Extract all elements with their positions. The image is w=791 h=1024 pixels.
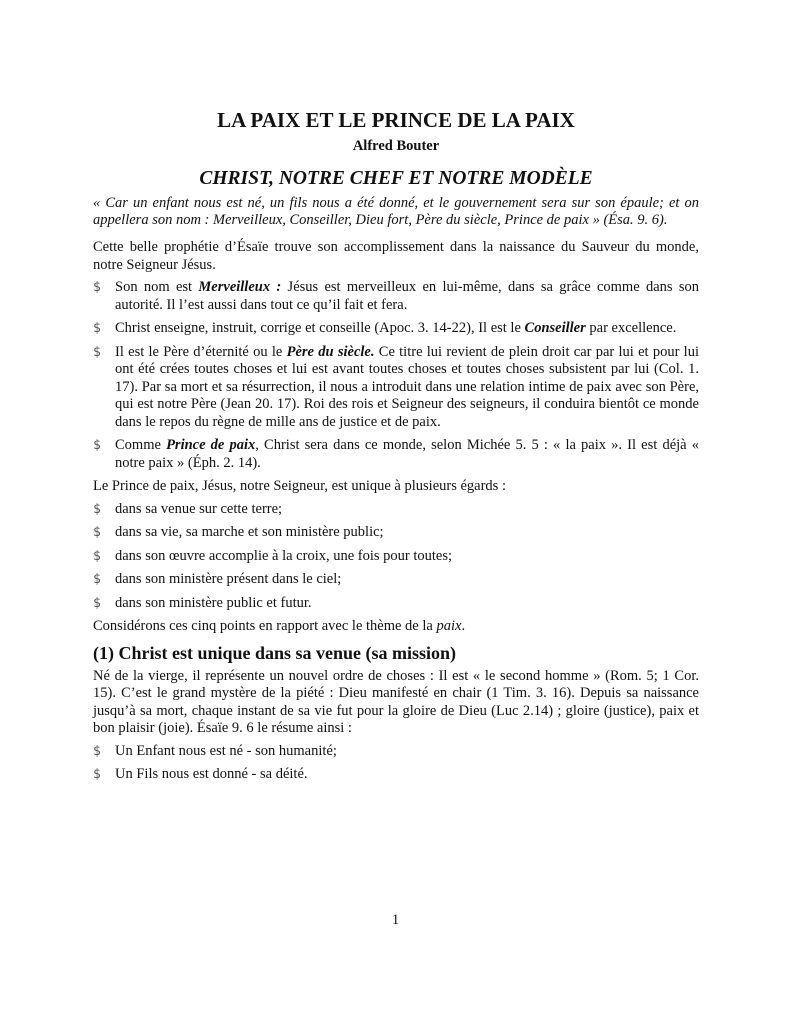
section-paragraph: Né de la vierge, il représente un nouvel ordre de choses : Il est « le second homme » (Rom. 5; 1 Cor. 15). C’est le grand mystère de la piété : Dieu manifesté en chair (1 Tim. 3. 16). Depuis sa naissance jusqu’à sa mort, chaque instant de sa vie fut pour la gloire de Dieu (Luc 2.14) ; gloire (justice), paix et bon plaisir (joie). Ésaïe 9. 6 le résume ainsi :: [93, 667, 699, 736]
document-content: [93, 107, 699, 790]
emphasis-text: paix: [436, 618, 462, 634]
bullet-marker: $: [93, 595, 101, 611]
bullet-marker: $: [93, 280, 101, 295]
bullet-marker: $: [93, 321, 101, 336]
section-subtitle: CHRIST, NOTRE CHEF ET NOTRE MODÈLE: [199, 168, 593, 189]
list-item: $ Son nom est Merveilleux : Jésus est merveilleux en lui-même, dans sa grâce comme dans son autorité. Il l’est aussi dans tout ce qu’il fait et fera.: [93, 279, 699, 313]
bullet-marker: $: [93, 548, 101, 564]
list-item: $ Un Fils nous est donné - sa déité.: [93, 766, 308, 782]
bullet-marker: $: [93, 501, 101, 517]
emphasis-text: Merveilleux :: [198, 279, 282, 295]
list-item: $ Il est le Père d’éternité ou le Père du siècle. Ce titre lui revient de plein droit car par lui et pour lui ont été crées toutes choses et lui est avant toutes choses et toutes choses subsistent par lui (Col. 1. 17). Par sa mort et sa résurrection, il nous a introduit dans une relation intime de paix avec son Père, qui est notre Père (Jean 20. 17). Roi des rois et Seigneur des seigneurs, il conduira bientôt ce monde dans le repos du règne de mille ans de justice et de paix.: [93, 343, 699, 430]
list-item: $ dans sa vie, sa marche et son ministère public;: [93, 524, 384, 540]
bullet-marker: $: [93, 743, 101, 759]
list-item: $ dans son œuvre accomplie à la croix, une fois pour toutes;: [93, 547, 453, 564]
scripture-quote: « Car un enfant nous est né, un fils nous a été donné, et le gouvernement sera sur son épaule; et on appellera son nom : Merveilleux, Conseiller, Dieu fort, Père du siècle, Prince de paix » (Ésa. 9. 6).: [93, 195, 699, 228]
intro-paragraph: Cette belle prophétie d’Ésaïe trouve son accomplissement dans la naissance du Sauveur du monde, notre Seigneur Jésus.: [93, 239, 699, 273]
list-item: $ Comme Prince de paix, Christ sera dans ce monde, selon Michée 5. 5 : « la paix ». Il est déjà « notre paix » (Éph. 2. 14).: [93, 437, 699, 471]
names-list: [93, 279, 699, 472]
list-item: $ Un Enfant nous est né - son humanité;: [93, 742, 337, 759]
list-item: $ Christ enseigne, instruit, corrige et conseille (Apoc. 3. 14-22), Il est le Conseiller par excellence.: [93, 320, 677, 336]
author-name: Alfred Bouter: [352, 138, 440, 154]
bullet-marker: $: [93, 525, 101, 540]
unique-intro-paragraph: Le Prince de paix, Jésus, notre Seigneur, est unique à plusieurs égards :: [93, 478, 506, 494]
emphasis-text: Père du siècle.: [286, 343, 375, 360]
bullet-marker: $: [93, 344, 101, 360]
emphasis-text: Prince de paix: [166, 437, 256, 453]
unique-points-list: [93, 501, 699, 613]
list-item: $ dans son ministère public et futur.: [93, 594, 312, 611]
page-number: 1: [391, 912, 400, 928]
section-heading: (1) Christ est unique dans sa venue (sa mission): [93, 642, 457, 663]
bullet-marker: $: [93, 438, 101, 453]
bullet-marker: $: [93, 767, 101, 782]
consider-paragraph: Considérons ces cinq points en rapport avec le thème de la paix.: [93, 618, 466, 634]
emphasis-text: Conseiller: [524, 320, 586, 336]
bullet-marker: $: [93, 572, 101, 587]
document-title: LA PAIX ET LE PRINCE DE LA PAIX: [217, 108, 575, 132]
list-item: $ dans son ministère présent dans le ciel;: [93, 571, 342, 587]
section-points-list: [93, 743, 699, 784]
list-item: $ dans sa venue sur cette terre;: [93, 500, 283, 517]
